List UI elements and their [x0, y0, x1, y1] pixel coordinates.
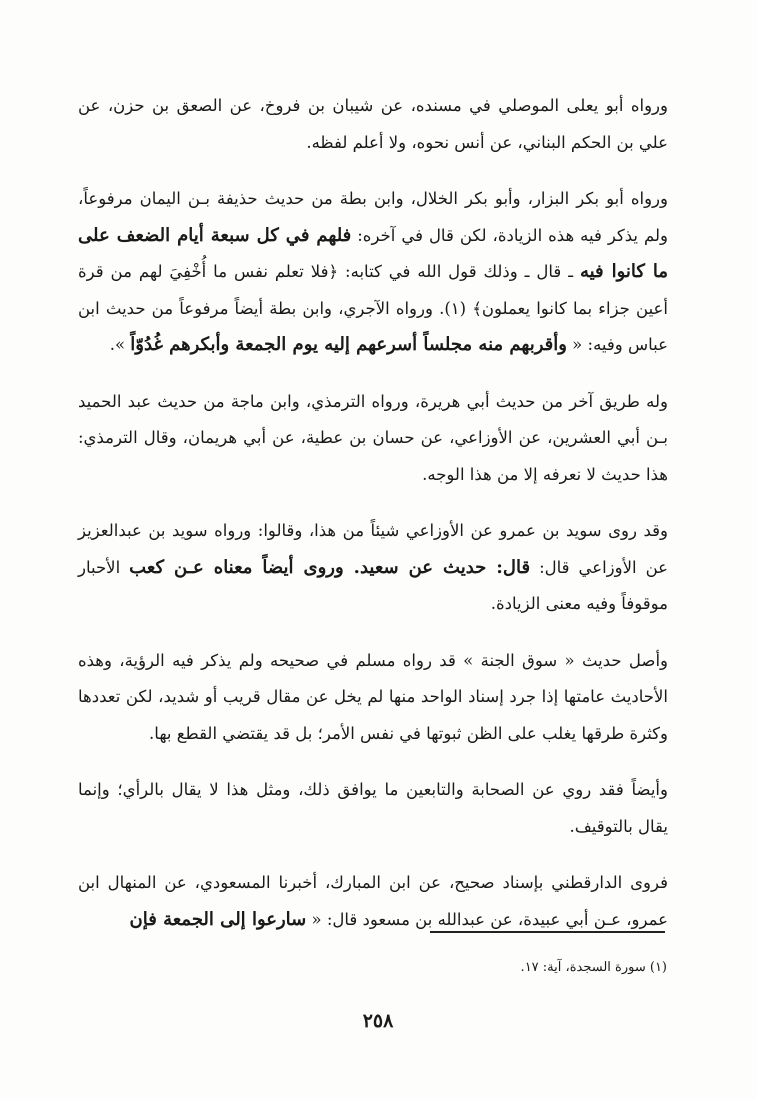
- text-run: ورواه أبو بكر البزار، وأبو بكر الخلال، وابن بطة من حديث حذيفة بـن اليمان مرفوعاً، ولم يذكر فيه هذه الزيادة، لكن قال في آخره:: [78, 189, 668, 245]
- text-run: الأحبار موقوفاً وفيه معنى الزيادة.: [78, 557, 668, 613]
- bold-text-run: سارعوا إلى الجمعة فإن: [129, 908, 307, 930]
- paragraph: [78, 88, 668, 161]
- bold-text-run: قال: حديث عن سعيد. وروى أيضاً معناه عـن كعب: [129, 556, 531, 578]
- paragraph: [78, 643, 668, 753]
- text-run: وله طريق آخر من حديث أبي هريرة، ورواه الترمذي، وابن ماجة من حديث عبد الحميد بـن أبي العشرين، عن الأوزاعي، عن حسان بن عطية، عن أبي هريمان، وقال الترمذي: هذا حديث لا نعرفه إلا من هذا الوجه.: [78, 391, 668, 484]
- text-run: فروى الدارقطني بإسناد صحيح، عن ابن المبارك، أخبرنا المسعودي، عن المنهال ابن عمرو، عـن أبي عبيدة، عن عبدالله بن مسعود قال: «: [78, 873, 668, 929]
- paragraph: [78, 181, 668, 364]
- page-number: ٢٥٨: [362, 1010, 394, 1032]
- bold-text-run: وأقربهم منه مجلساً أسرعهم إليه يوم الجمعة وأبكرهم غُدُوّاً: [130, 334, 567, 355]
- footnote-divider: [430, 931, 665, 933]
- text-run: ».: [109, 335, 131, 354]
- paragraph: [78, 384, 668, 494]
- body-text: [78, 88, 668, 958]
- paragraph: [78, 865, 668, 938]
- bold-text-run: فلهم في كل سبعة أيام الضعف على ما كانوا فيه: [78, 224, 668, 282]
- text-run: وأيضاً فقد روي عن الصحابة والتابعين ما يوافق ذلك، ومثل هذا لا يقال بالرأي؛ وإنما يقال بالتوقيف.: [78, 780, 668, 836]
- paragraph: [78, 772, 668, 845]
- footnote: (١) سورة السجدة، آية: ١٧.: [520, 960, 667, 975]
- text-run: وقد روى سويد بن عمرو عن الأوزاعي شيئاً من هذا، وقالوا: ورواه سويد بن عبدالعزيز عن الأوزاعي قال:: [78, 521, 668, 577]
- text-run: وأصل حديث « سوق الجنة » قد رواه مسلم في صحيحه ولم يذكر فيه الرؤية، وهذه الأحاديث عامتها إذا جرد إسناد الواحد منها لم يخل عن مقال قريب أو شديد، لكن تعددها وكثرة طرقها يغلب على الظن ثبوتها في نفس الأمر؛ بل قد يقتضي القطع بها.: [78, 650, 668, 743]
- paragraph: [78, 513, 668, 623]
- text-run: ورواه أبو يعلى الموصلي في مسنده، عن شيبان بن فروخ، عن الصعق بن حزن، عن علي بن الحكم البناني، عن أنس نحوه، ولا أعلم لفظه.: [78, 96, 668, 152]
- text-run: ـ قال ـ وذلك قول الله في كتابه: ﴿فلا تعلم نفس ما أُخْفِيَ لهم من قرة أعين جزاء بما كانوا يعملون﴾ (١). ورواه الآجري، وابن بطة أيضاً مرفوعاً من حديث ابن عباس وفيه: «: [78, 262, 668, 354]
